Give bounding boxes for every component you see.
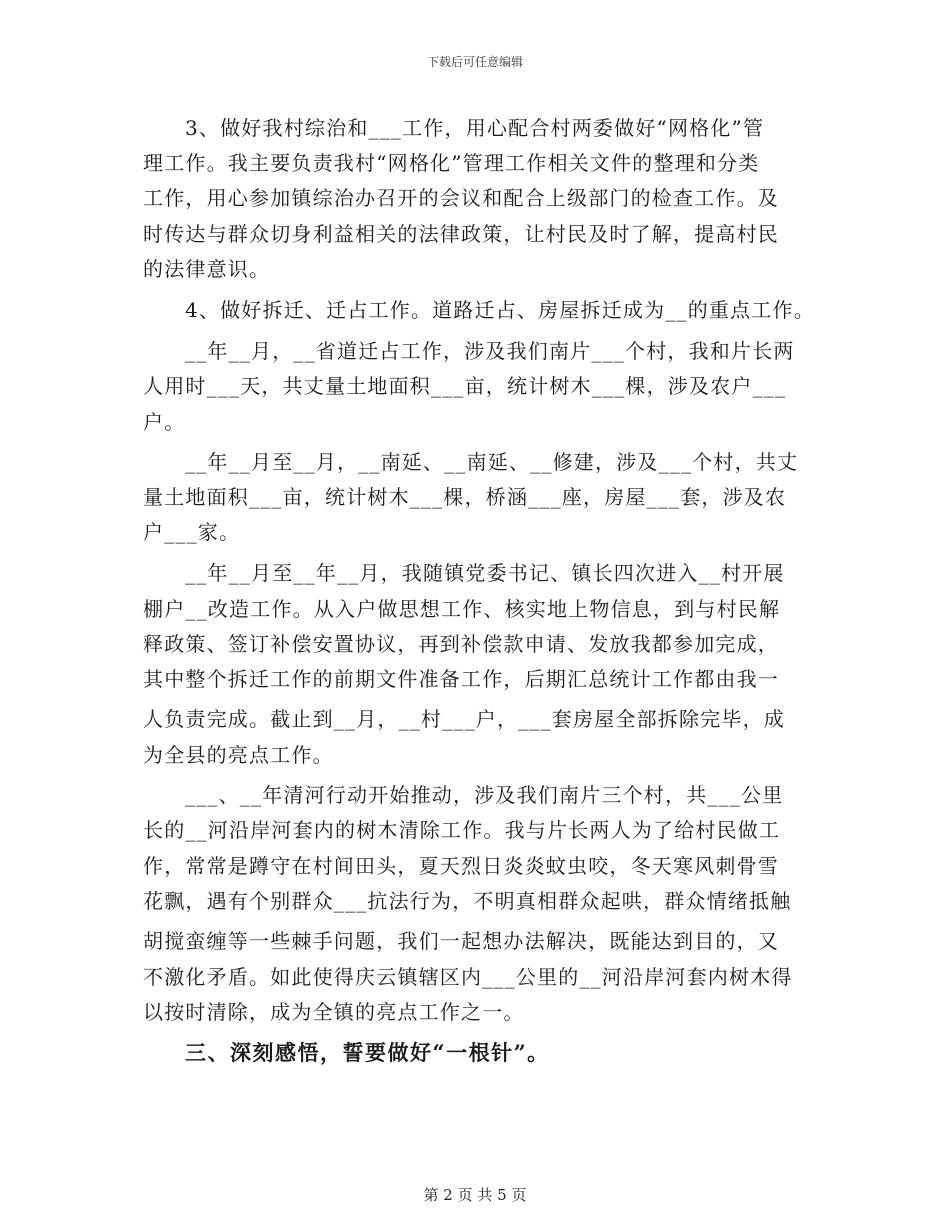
text-line: 为全县的亮点工作。 bbox=[143, 743, 334, 767]
text-line: __年__月，__省道迁占工作，涉及我们南片___个村，我和片长两 bbox=[185, 339, 795, 363]
text-line: 花飘，遇有个别群众___抗法行为，不明真相群众起哄，群众情绪抵触 bbox=[143, 889, 792, 913]
text-line: 4、做好拆迁、迁占工作。道路迁占、房屋拆迁成为__的重点工作。 bbox=[185, 298, 815, 322]
text-line: 长的__河沿岸河套内的树木清除工作。我与片长两人为了给村民做工 bbox=[143, 818, 781, 842]
text-line: 户___家。 bbox=[143, 520, 241, 544]
text-line: __年__月至__年__月，我随镇党委书记、镇长四次进入__村开展 bbox=[185, 561, 785, 585]
text-line: 以按时清除，成为全镇的亮点工作之一。 bbox=[143, 1000, 525, 1024]
text-line: 作，常常是蹲守在村间田头，夏天烈日炎炎蚊虫咬，冬天寒风刺骨雪 bbox=[143, 854, 779, 878]
text-line: 不激化矛盾。如此使得庆云镇辖区内___公里的__河沿岸河套内树木得 bbox=[143, 965, 793, 989]
text-line: 工作，用心参加镇综治办召开的会议和配合上级部门的检查工作。及 bbox=[143, 186, 779, 210]
section-heading: 三、深刻感悟，誓要做好“一根针”。 bbox=[185, 1040, 550, 1065]
text-line: 释政策、签订补偿安置协议，再到补偿款申请、发放我都参加完成， bbox=[143, 632, 779, 656]
text-line: __年__月至__月，__南延、__南延、__修建，涉及___个村，共丈 bbox=[185, 450, 799, 474]
text-line: 其中整个拆迁工作的前期文件准备工作，后期汇总统计工作都由我一 bbox=[143, 667, 779, 691]
text-line: 理工作。我主要负责我村“网格化”管理工作相关文件的整理和分类 bbox=[143, 151, 760, 175]
text-line: 的法律意识。 bbox=[143, 257, 271, 281]
text-line: 量土地面积___亩，统计树木___棵，桥涵___座，房屋___套，涉及农 bbox=[143, 485, 787, 509]
page-header: 下载后可任意编辑 bbox=[426, 55, 523, 69]
text-line: 3、做好我村综治和___工作，用心配合村两委做好“网格化”管 bbox=[185, 116, 765, 140]
text-line: ___、__年清河行动开始推动，涉及我们南片三个村，共___公里 bbox=[185, 783, 784, 807]
text-line: 人负责完成。截止到__月，__村___户，___套房屋全部拆除完毕，成 bbox=[143, 707, 785, 731]
text-line: 棚户__改造工作。从入户做思想工作、核实地上物信息，到与村民解 bbox=[143, 597, 781, 621]
text-line: 时传达与群众切身利益相关的法律政策，让村民及时了解，提高村民 bbox=[143, 222, 779, 246]
page-footer: 第 2 页 共 5 页 bbox=[423, 1186, 527, 1204]
text-line: 人用时___天，共丈量土地面积___亩，统计树木___棵，涉及农户___ bbox=[143, 374, 787, 398]
text-line: 户。 bbox=[143, 410, 186, 434]
text-line: 胡搅蛮缠等一些棘手问题，我们一起想办法解决，既能达到目的，又 bbox=[143, 929, 779, 953]
